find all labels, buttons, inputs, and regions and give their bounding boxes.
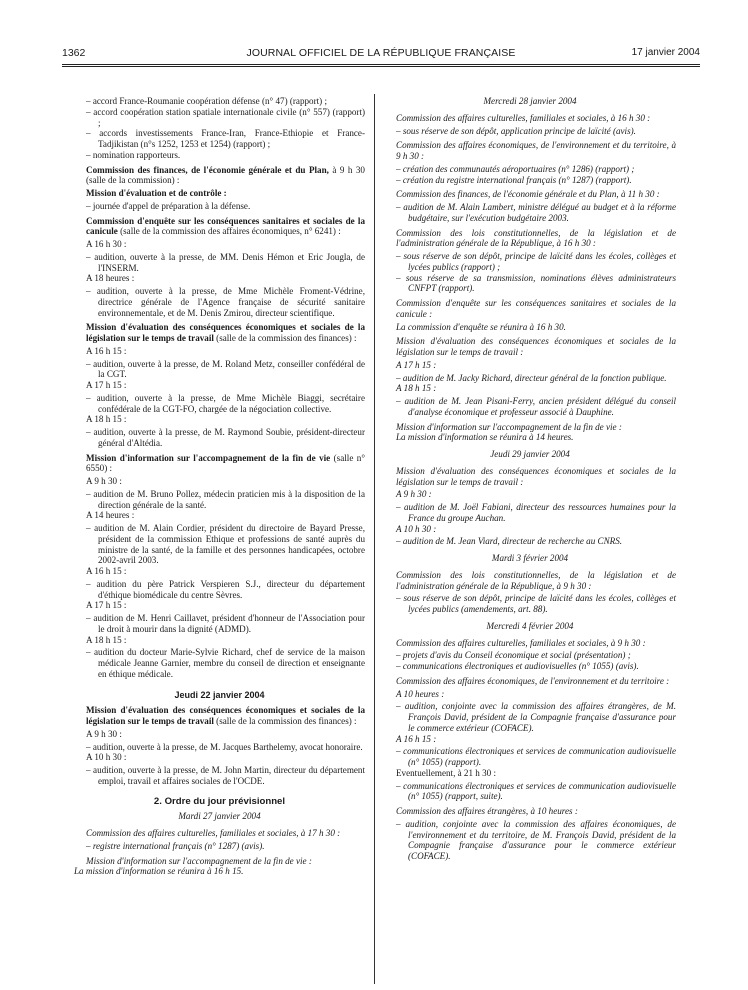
list-item: – audition, ouverte à la presse, de Mme Michèle Biaggi, secrétaire confédérale de la CGT-FO, chargée de la négociation collective. [86,392,365,414]
day-heading: Mardi 27 janvier 2004 [178,811,261,822]
list-item: – audition, ouverte à la presse, de M. Jacques Barthelemy, avocat honoraire. [86,741,363,752]
page-header [62,47,700,63]
commission-heading: Commission des finances, de l'économie générale et du Plan, à 11 h 30 : [396,189,660,200]
canicule-commission [74,216,365,238]
time-label: A 9 h 30 : [86,728,122,739]
list-item: – nomination rapporteurs. [86,149,181,160]
time-label: A 10 heures : [396,688,445,699]
list-item: – audition de M. Jacky Richard, directeur général de la fonction publique. [396,372,667,383]
day-heading: Jeudi 29 janvier 2004 [490,449,570,459]
j22-mission [74,705,365,727]
list-item: – audition de M. Joël Fabiani, directeur des ressources humaines pour la France du groupe Auchan. [396,502,676,523]
findevie-rest: (salle n° 6550) : [86,452,365,474]
list-item: – audition de M. Bruno Pollez, médecin praticien mis à la disposition de la direction générale de la santé. [86,488,365,510]
list-item: – audition, conjointe avec la commission des affaires étrangères, de M. François David, président de la Compagnie française d'assurance pour le commerce extérieur (COFACE). [396,701,676,733]
commission-heading: Commission d'enquête sur les conséquences sanitaires et sociales de la canicule : [396,298,676,319]
mission-eval-title: Mission d'évaluation et de contrôle : [86,188,227,198]
list-item: – accord France-Roumanie coopération défense (n° 47) (rapport) ; [86,96,327,106]
column-divider [374,94,375,984]
time-label: A 17 h 15 : [396,359,437,370]
time-label: A 18 heures : [86,273,135,284]
time-label: A 9 h 30 : [396,489,432,500]
canicule-title: Commission d'enquête sur les conséquences sanitaires et sociales de la canicule [86,215,365,237]
list-item: – audition de M. Henri Caillavet, président d'honneur de l'Association pour le droit à mourir dans la dignité (ADMD). [86,613,365,634]
day-heading: Mercredi 28 janvier 2004 [483,96,577,106]
time-label: A 10 h 30 : [396,523,437,534]
day-heading: Mercredi 4 février 2004 [486,620,574,631]
j22-title: Mission d'évaluation des conséquences économiques et sociales de la législation sur le temps de travail [86,705,365,726]
list-item: – création du registre international français (n° 1287) (rapport). [396,174,632,185]
meeting-note: La mission d'information se réunira à 16 h 15. [74,866,244,877]
findevie-title: Mission d'information sur l'accompagnement de la fin de vie [86,452,331,463]
list-item: – audition, ouverte à la presse, de M. Roland Metz, conseiller confédéral de la CGT. [86,358,365,380]
time-label: A 16 h 30 : [86,239,127,249]
list-item: – sous réserve de son dépôt, application principe de laïcité (avis). [396,125,636,136]
j22-rest: (salle de la commission des finances) : [213,716,357,726]
list-item: – projets d'avis du Conseil économique et social (présentation) ; [396,650,631,661]
list-item: – audition, ouverte à la presse, de Mme Michèle Froment-Védrine, directrice générale de l'Agence française de sécurité sanitaire environnementale, et de M. Denis Zmirou, directeur scientifique. [86,286,365,318]
list-item: – audition de M. Jean Pisani-Ferry, ancien président délégué du conseil d'analyse économique et professeur associé à Dauphine. [396,396,676,417]
list-item: – sous réserve de son dépôt, principe de laïcité dans les écoles, collèges et lycées publics (rapport) ; [396,251,676,272]
time-label: A 18 h 15 : [86,414,127,425]
list-item: – audition, ouverte à la presse, de M. Raymond Soubie, président-directeur général d'Altédia. [86,427,365,448]
header-rule-2 [62,66,700,67]
day-heading: Mardi 3 février 2004 [491,553,569,563]
travail-rest: (salle de la commission des finances) : [213,333,357,343]
commission-heading: Commission des affaires culturelles, familiales et sociales, à 16 h 30 : [396,112,651,123]
list-item: – audition du docteur Marie-Sylvie Richard, chef de service de la maison médicale Jeanne Garnier, membre du conseil de direction et enseignante en éthique médicale. [86,647,365,679]
meeting-note: La commission d'enquête se réunira à 16 h 30. [396,321,566,332]
finances-commission [74,165,365,187]
commission-heading: Mission d'évaluation des conséquences économiques et sociales de la législation sur le temps de travail : [396,465,676,487]
list-item: – audition de M. Alain Lambert, ministre délégué au budget et à la réforme budgétaire, sur l'exécution budgétaire 2003. [396,202,676,223]
list-item: – sous réserve de sa transmission, nominations élèves administrateurs CNFPT (rapport). [396,272,676,294]
list-item: – création des communautés aéroportuaires (n° 1286) (rapport) ; [396,163,635,174]
commission-heading: Commission des affaires économiques, de l'environnement et du territoire : [396,675,670,686]
time-label: A 16 h 15 : [86,566,127,576]
list-item: – accords investissements France-Iran, France-Ethiopie et France-Tadjikistan (n°s 1252, 1253 et 1254) (rapport) ; [86,128,365,149]
list-item: – journée d'appel de préparation à la défense. [86,200,251,211]
commission-heading: Commission des affaires culturelles, familiales et sociales, à 17 h 30 : [86,828,341,838]
header-rule [62,64,700,65]
time-label: A 9 h 30 : [86,476,122,486]
canicule-rest: (salle de la commission des affaires économiques, n° 6241) : [117,226,341,237]
time-label: A 16 h 15 : [396,733,437,744]
commission-heading: Mission d'information sur l'accompagnement de la fin de vie : [396,421,622,432]
list-item: – audition de M. Alain Cordier, président du directoire de Bayard Presse, président de la commission Ethique et professions de santé auprès du ministre de la santé, de la famille et des personnes handicapées, octobre 2002-avril 2003. [86,523,365,566]
left-column [74,96,365,879]
list-item: – audition, conjointe avec la commission des affaires économiques, de l'environnement et du territoire, de M. François David, président de la Compagnie française d'assurance pour le commerce extérieur (COFACE). [396,818,676,861]
list-item: – audition de M. Jean Viard, directeur de recherche au CNRS. [396,536,623,547]
time-label: A 14 heures : [86,510,135,521]
list-item: – audition, ouverte à la presse, de MM. Denis Hémon et Eric Jougla, de l'INSERM. [86,251,365,273]
issue-date: 17 janvier 2004 [631,47,700,58]
list-item: – sous réserve de son dépôt, principe de laïcité dans les écoles, collèges et lycées publics (amendements, art. 88). [396,593,676,614]
list-item: – audition, ouverte à la presse, de M. John Martin, directeur du département emploi, travail et affaires sociales de l'OCDE. [86,765,365,786]
right-column [384,96,676,862]
commission-heading: Commission des affaires étrangères, à 10 heures : [396,806,578,816]
list-item: – audition du père Patrick Verspieren S.J., directeur du département d'éthique biomédicale du centre Sèvres. [86,578,365,600]
commission-heading: Mission d'évaluation des conséquences économiques et sociales de la législation sur le temps de travail : [396,336,676,357]
commission-heading: Commission des affaires économiques, de l'environnement et du territoire, à 9 h 30 : [396,140,676,161]
finances-title: Commission des finances, de l'économie générale et du Plan, [86,164,329,175]
list-item: – communications électroniques et services de communication audiovisuelle (n° 1055) (rapport). [396,746,676,767]
travail-title: Mission d'évaluation des conséquences économiques et sociales de la législation sur le temps de travail [86,322,365,343]
commission-heading: Commission des affaires culturelles, familiales et sociales, à 9 h 30 : [396,637,646,648]
journal-title: JOURNAL OFFICIEL DE LA RÉPUBLIQUE FRANÇAISE [246,47,516,59]
time-label: Eventuellement, à 21 h 30 : [396,767,497,778]
time-label: A 10 h 30 : [86,752,127,763]
travail-mission [74,322,365,344]
commission-heading: Commission des lois constitutionnelles, de la législation et de l'administration générale de la République, à 16 h 30 : [396,227,676,249]
time-label: A 18 h 15 : [86,634,127,645]
list-item: – communications électroniques et audiovisuelles (n° 1055) (avis). [396,661,639,671]
time-label: A 18 h 15 : [396,383,437,394]
section-heading: 2. Ordre du jour prévisionnel [153,795,286,807]
page-number: 1362 [62,47,86,59]
time-label: A 16 h 15 : [86,345,127,356]
commission-heading: Commission des lois constitutionnelles, de la législation et de l'administration générale de la République, à 9 h 30 : [396,569,676,591]
time-label: A 17 h 15 : [86,380,127,390]
meeting-note: La mission d'information se réunira à 14 heures. [396,432,574,443]
list-item: – communications électroniques et services de communication audiovisuelle (n° 1055) (rapport, suite). [396,780,676,802]
commission-heading: Mission d'information sur l'accompagnement de la fin de vie : [86,855,312,866]
list-item: – registre international français (n° 1287) (avis). [86,840,265,851]
findevie-mission [74,453,365,475]
list-item: – accord coopération station spatiale internationale civile (n° 557) (rapport) ; [86,106,365,128]
finances-rest: à 9 h 30 (salle de la commission) : [86,164,365,186]
day-heading: Jeudi 22 janvier 2004 [174,689,265,700]
time-label: A 17 h 15 : [86,600,127,611]
